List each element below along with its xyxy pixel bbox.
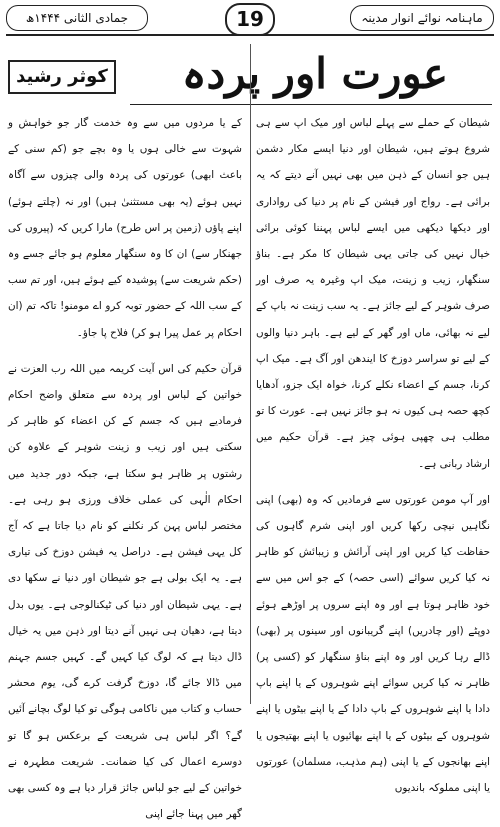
issue-date: جمادی الثانی ۱۴۴۴ھ xyxy=(6,5,148,31)
article-title: عورت اور پردہ xyxy=(181,49,449,98)
column-divider xyxy=(250,44,251,704)
paragraph: قرآن حکیم کی اس آیت کریمہ میں اللہ رب العزت نے خواتین کے لباس اور پردہ سے متعلق واضح احکام فرمادیے ہیں کہ جسم کے کن اعضاء کو ظاہر کر سکتی ہیں اور زیب و زینت شوہر کے علاوہ کن رشتوں پر ظاہر ہو سکتا ہے، جبکہ دور جدید میں احکام الٰہی کی عملی خلاف ورزی ہو رہی ہے۔ مختصر لباس پہن کر نکلنے کو نام دیا جاتا ہے کہ آج کل یہی فیشن ہے۔ دراصل یہ فیشن دوزخ کی تیاری ہے۔ یہ ایک بولی ہے جو شیطان اور دنیا نے سکھا دی ہے۔ یہی شیطان اور دنیا کی ٹیکنالوجی ہے۔ یوں بدل دیتا ہے، دھیان ہی نہیں آنے دیتا اور ذہن میں یہ خیال ڈال دیتا ہے کہ لوگ کیا کہیں گے۔ کہیں جسم جہنم میں ڈالا جائے گا، دوزخ گرفت کرے گی، یوم محشر حساب و کتاب میں ناکامی ہوگی تو کیا لوگ بچانے آئیں گے؟ اگر لباس ہی شریعت کے برعکس ہو گا تو دوسرے اعمال کی کیا ضمانت۔ شریعت مطہرہ نے خواتین کے لیے جو لباس جائز قرار دیا ہے وہ کسی بھی گھر میں پہنا جائے اپنی xyxy=(8,362,242,821)
left-column xyxy=(8,110,242,821)
page-header xyxy=(0,0,500,38)
author-name: کوثر رشید xyxy=(8,60,116,94)
header-divider xyxy=(6,34,494,36)
title-underline xyxy=(130,104,492,105)
magazine-name: ماہنامہ نوائے انوار مدینہ xyxy=(350,5,494,31)
page-number: 19 xyxy=(225,3,275,36)
paragraph: کے یا مردوں میں سے وہ خدمت گار جو خواہش و شہوت سے خالی ہوں یا وہ بچے جو (کم سنی کے باعث ابھی) عورتوں کی پردہ والی چیزوں سے آگاہ نہیں ہوئے (یہ بھی مستثنیٰ ہیں) اور نہ (چلتے ہوئے) اپنے پاؤں (زمین پر اس طرح) مارا کریں کہ (پیروں کی جھنکار سے) ان کا وہ سنگھار معلوم ہو جائے جسے وہ (حکم شریعت سے) پوشیدہ کیے ہوئے ہیں، اور تم سب کے سب اللہ کے حضور توبہ کرو اے مومنو! تاکہ تم (ان احکام پر عمل پیرا ہو کر) فلاح پا جاؤ۔ xyxy=(8,117,242,339)
right-column xyxy=(256,110,490,795)
paragraph: شیطان کے حملے سے پہلے لباس اور میک اپ سے ہی شروع ہوتے ہیں، شیطان اور دنیا ایسے مکار دشمن ہیں جو انسان کے ذہن میں بھی نہیں آنے دیتے کہ یہ برائی ہے۔ رواج اور فیشن کے نام پر دنیا کی رواداری اور دیکھا دیکھی میں ایسے لباس پہننا کوئی برائی خیال نہیں کی جاتی یہی شیطان کا مکر ہے۔ بناؤ سنگھار، زیب و زینت، میک اپ وغیرہ یہ صرف اور صرف شوہر کے لیے جائز ہے۔ یہ سب زینت نہ باپ کے لیے نہ بھائی، ماں اور گھر کے لیے ہے۔ باہر دنیا والوں کے لیے تو سراسر دوزخ کا ایندھن اور آگ ہے۔ میک اپ کرنا، جسم کے اعضاء نکلے کرنا، خواہ ایک جزو، آدھایا کچھ حصہ ہی کیوں نہ ہو جائز نہیں ہے۔ عورت کا تو مطلب ہی چھپی ہوئی چیز ہے۔ قرآن حکیم میں ارشاد ربانی ہے۔ xyxy=(256,117,490,470)
paragraph: اور آپ مومن عورتوں سے فرمادیں کہ وہ (بھی) اپنی نگاہیں نیچی رکھا کریں اور اپنی شرم گاہوں کی حفاظت کیا کریں اور اپنی آرائش و زیبائش کو ظاہر نہ کیا کریں سوائے (اسی حصہ) کے جو اس میں سے خود ظاہر ہوتا ہے اور وہ اپنے سروں پر اوڑھے ہوئے دوپٹے (اور چادریں) اپنے گریبانوں اور سینوں پر (بھی) ڈالے رہا کریں اور وہ اپنے بناؤ سنگھار کو (کسی پر) ظاہر نہ کیا کریں سوائے اپنے شوہروں کے یا اپنے باپ دادا یا اپنے شوہروں کے باپ دادا کے یا اپنے بیٹوں یا اپنے شوہروں کے بیٹوں کے یا اپنے بھائیوں یا اپنے بھتیجوں یا اپنے بھانجوں کے یا اپنی (ہم مذہب، مسلمان) عورتوں یا اپنی مملوکہ باندیوں xyxy=(256,493,490,795)
